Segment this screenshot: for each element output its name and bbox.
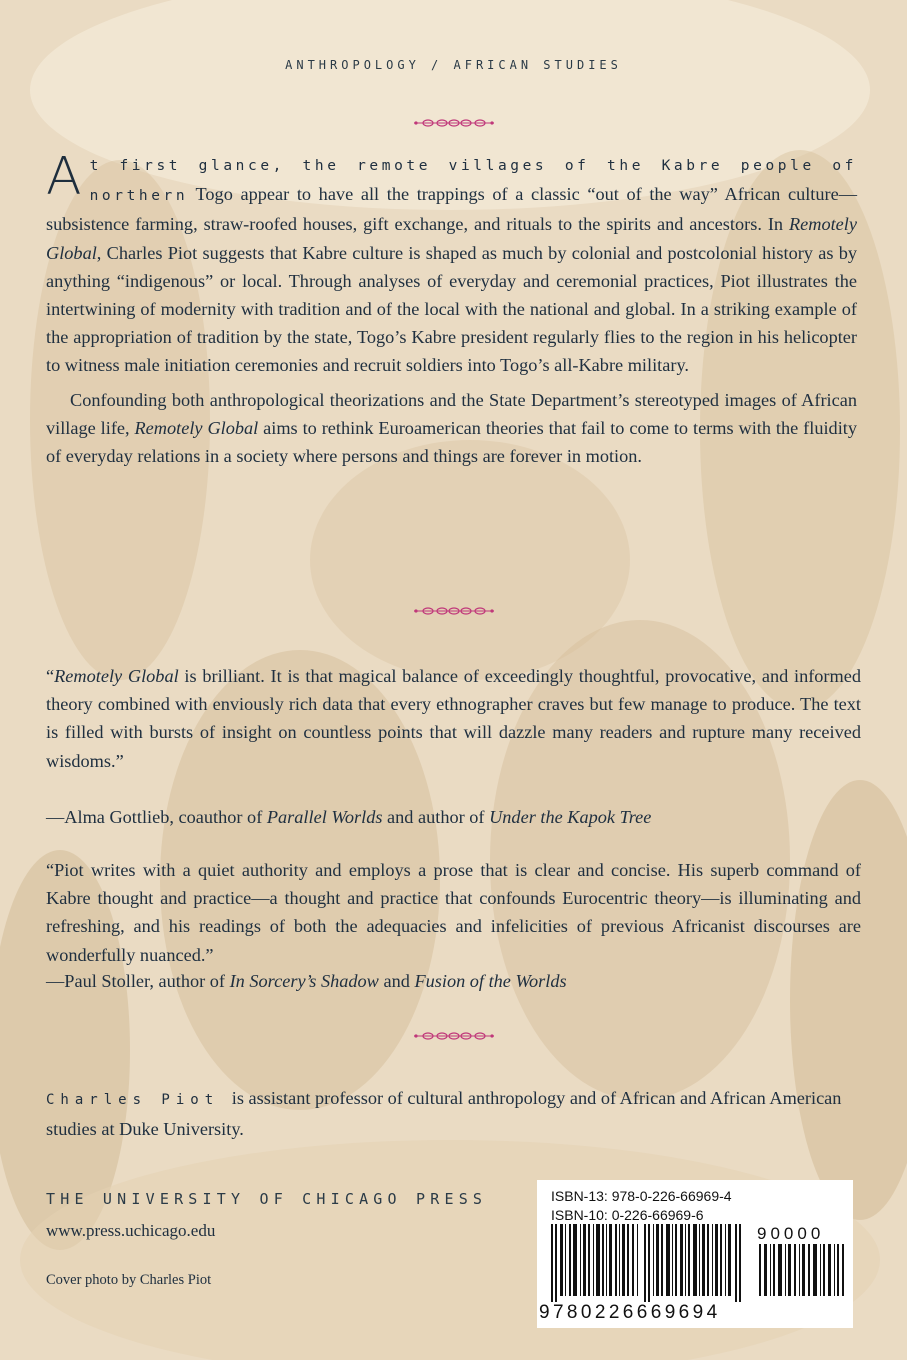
blurb-opening-line: t first glance, the remote villages of the Kabre people of northern bbox=[89, 158, 857, 205]
photo-credit: Cover photo by Charles Piot bbox=[46, 1272, 212, 1288]
publisher-website[interactable]: www.press.uchicago.edu bbox=[46, 1221, 216, 1240]
author-bio: Charles Piot is assistant professor of cultural anthropology and of African and African American studies at Duke University. bbox=[46, 1088, 842, 1139]
ornament-divider-middle bbox=[414, 605, 494, 617]
barcode-label bbox=[537, 1180, 853, 1328]
blurb-paragraph-1: At first glance, the remote villages of the Kabre people of northern Togo appear to have all the trappings of a classic “out of the way” African culture—subsistence farming, straw-roofed houses, gift exchange, and rituals to the spirits and ancestors. In Remotely Global, Charles Piot suggests that Kabre culture is shaped as much by colonial and postcolonial history as by anything “indigenous” or local. Through analyses of everyday and ceremonial practices, Piot illustrates the intertwining of modernity with tradition and of the local with the national and global. In a striking example of the appropriation of tradition by the state, Togo’s Kabre president regularly flies to the region in his helicopter to witness male initiation ceremonies and recruit soldiers into Togo’s all-Kabre military. bbox=[46, 147, 857, 376]
isbn-13: ISBN-13: 978-0-226-66969-4 bbox=[551, 1188, 732, 1204]
blurb-paragraph-2: Confounding both anthropological theorizations and the State Department’s stereotyped images of African village life, Remotely Global aims to rethink Euroamerican theories that fail to come to terms with the fluidity of everyday relations in a society where persons and things are forever in motion. bbox=[46, 389, 858, 467]
publisher-name: THE UNIVERSITY OF CHICAGO PRESS bbox=[46, 1190, 488, 1208]
price-barcode-bars bbox=[759, 1244, 845, 1296]
ornament-divider-top bbox=[414, 117, 494, 129]
price-code: 90000 bbox=[757, 1224, 825, 1243]
category-label: ANTHROPOLOGY / AFRICAN STUDIES bbox=[285, 58, 622, 72]
book-title: Remotely Global bbox=[54, 666, 179, 686]
barcode-bars bbox=[551, 1224, 751, 1302]
description-blurb bbox=[46, 147, 858, 470]
book-title: Remotely Global bbox=[46, 214, 857, 263]
ornament-divider-bottom bbox=[414, 1030, 494, 1042]
review-attribution-1: —Alma Gottlieb, coauthor of Parallel Worlds and author of Under the Kapok Tree bbox=[46, 807, 652, 827]
book-title: Remotely Global bbox=[134, 417, 259, 438]
isbn-10: ISBN-10: 0-226-66969-6 bbox=[551, 1207, 704, 1223]
barcode-digits: 9780226669694 bbox=[539, 1302, 721, 1323]
review-quote-2: “Piot writes with a quiet authority and employs a prose that is clear and concise. His superb command of Kabre thought and practice—a thought and practice that confounds Eurocentric theory—is illuminating and refreshing, and his readings of both the adequacies and infelicities of previous Africanist discourses are wonderfully nuanced.” bbox=[46, 860, 861, 965]
drop-cap: A bbox=[46, 147, 82, 207]
review-attribution-2: —Paul Stoller, author of In Sorcery’s Shadow and Fusion of the Worlds bbox=[46, 971, 567, 991]
review-quote-1: “Remotely Global is brilliant. It is that magical balance of exceedingly thoughtful, provocative, and informed theory combined with enviously rich data that every ethnographer craves but few manage to produce. The text is filled with bursts of insight on countless points that will dazzle many readers and rupture many received wisdoms.” bbox=[46, 666, 861, 771]
author-name: Charles Piot bbox=[46, 1092, 220, 1108]
